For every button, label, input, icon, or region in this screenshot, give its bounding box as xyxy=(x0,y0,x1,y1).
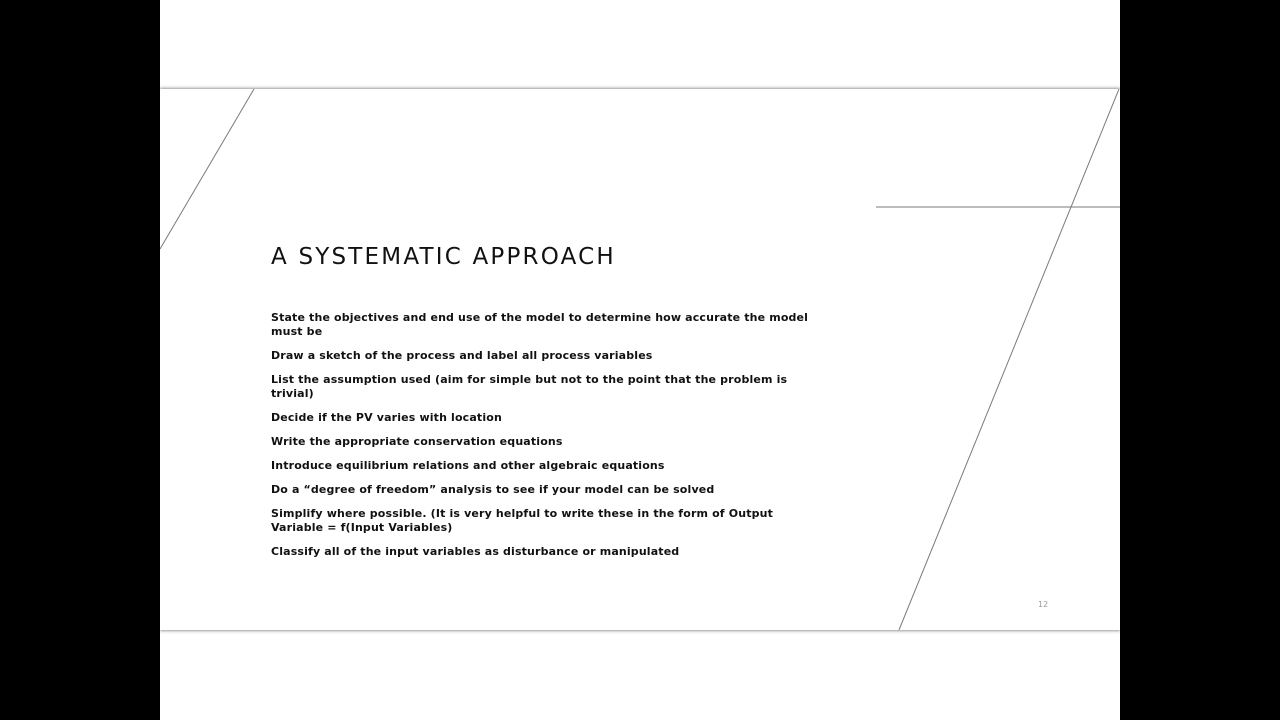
list-item: Simplify where possible. (It is very helpful to write these in the form of Output Variable = f(Input Variables) xyxy=(271,507,774,534)
decorative-line-right-diagonal xyxy=(899,89,1119,630)
list-item: Classify all of the input variables as disturbance or manipulated xyxy=(271,545,680,558)
slide-title: A SYSTEMATIC APPROACH xyxy=(271,244,616,270)
list-item: Write the appropriate conservation equations xyxy=(271,435,563,448)
list-item: Draw a sketch of the process and label all process variables xyxy=(271,349,653,362)
bullet-list xyxy=(271,311,826,569)
slide xyxy=(160,89,1120,630)
list-item: State the objectives and end use of the model to determine how accurate the model must be xyxy=(271,311,809,338)
list-item: Decide if the PV varies with location xyxy=(271,411,502,424)
list-item: Introduce equilibrium relations and other algebraic equations xyxy=(271,459,665,472)
list-item: Do a “degree of freedom” analysis to see if your model can be solved xyxy=(271,483,715,496)
presentation-viewport xyxy=(160,0,1120,720)
decorative-line-top-left xyxy=(160,89,254,249)
page-number: 12 xyxy=(1038,600,1049,609)
list-item: List the assumption used (aim for simple but not to the point that the problem is trivial) xyxy=(271,373,788,400)
